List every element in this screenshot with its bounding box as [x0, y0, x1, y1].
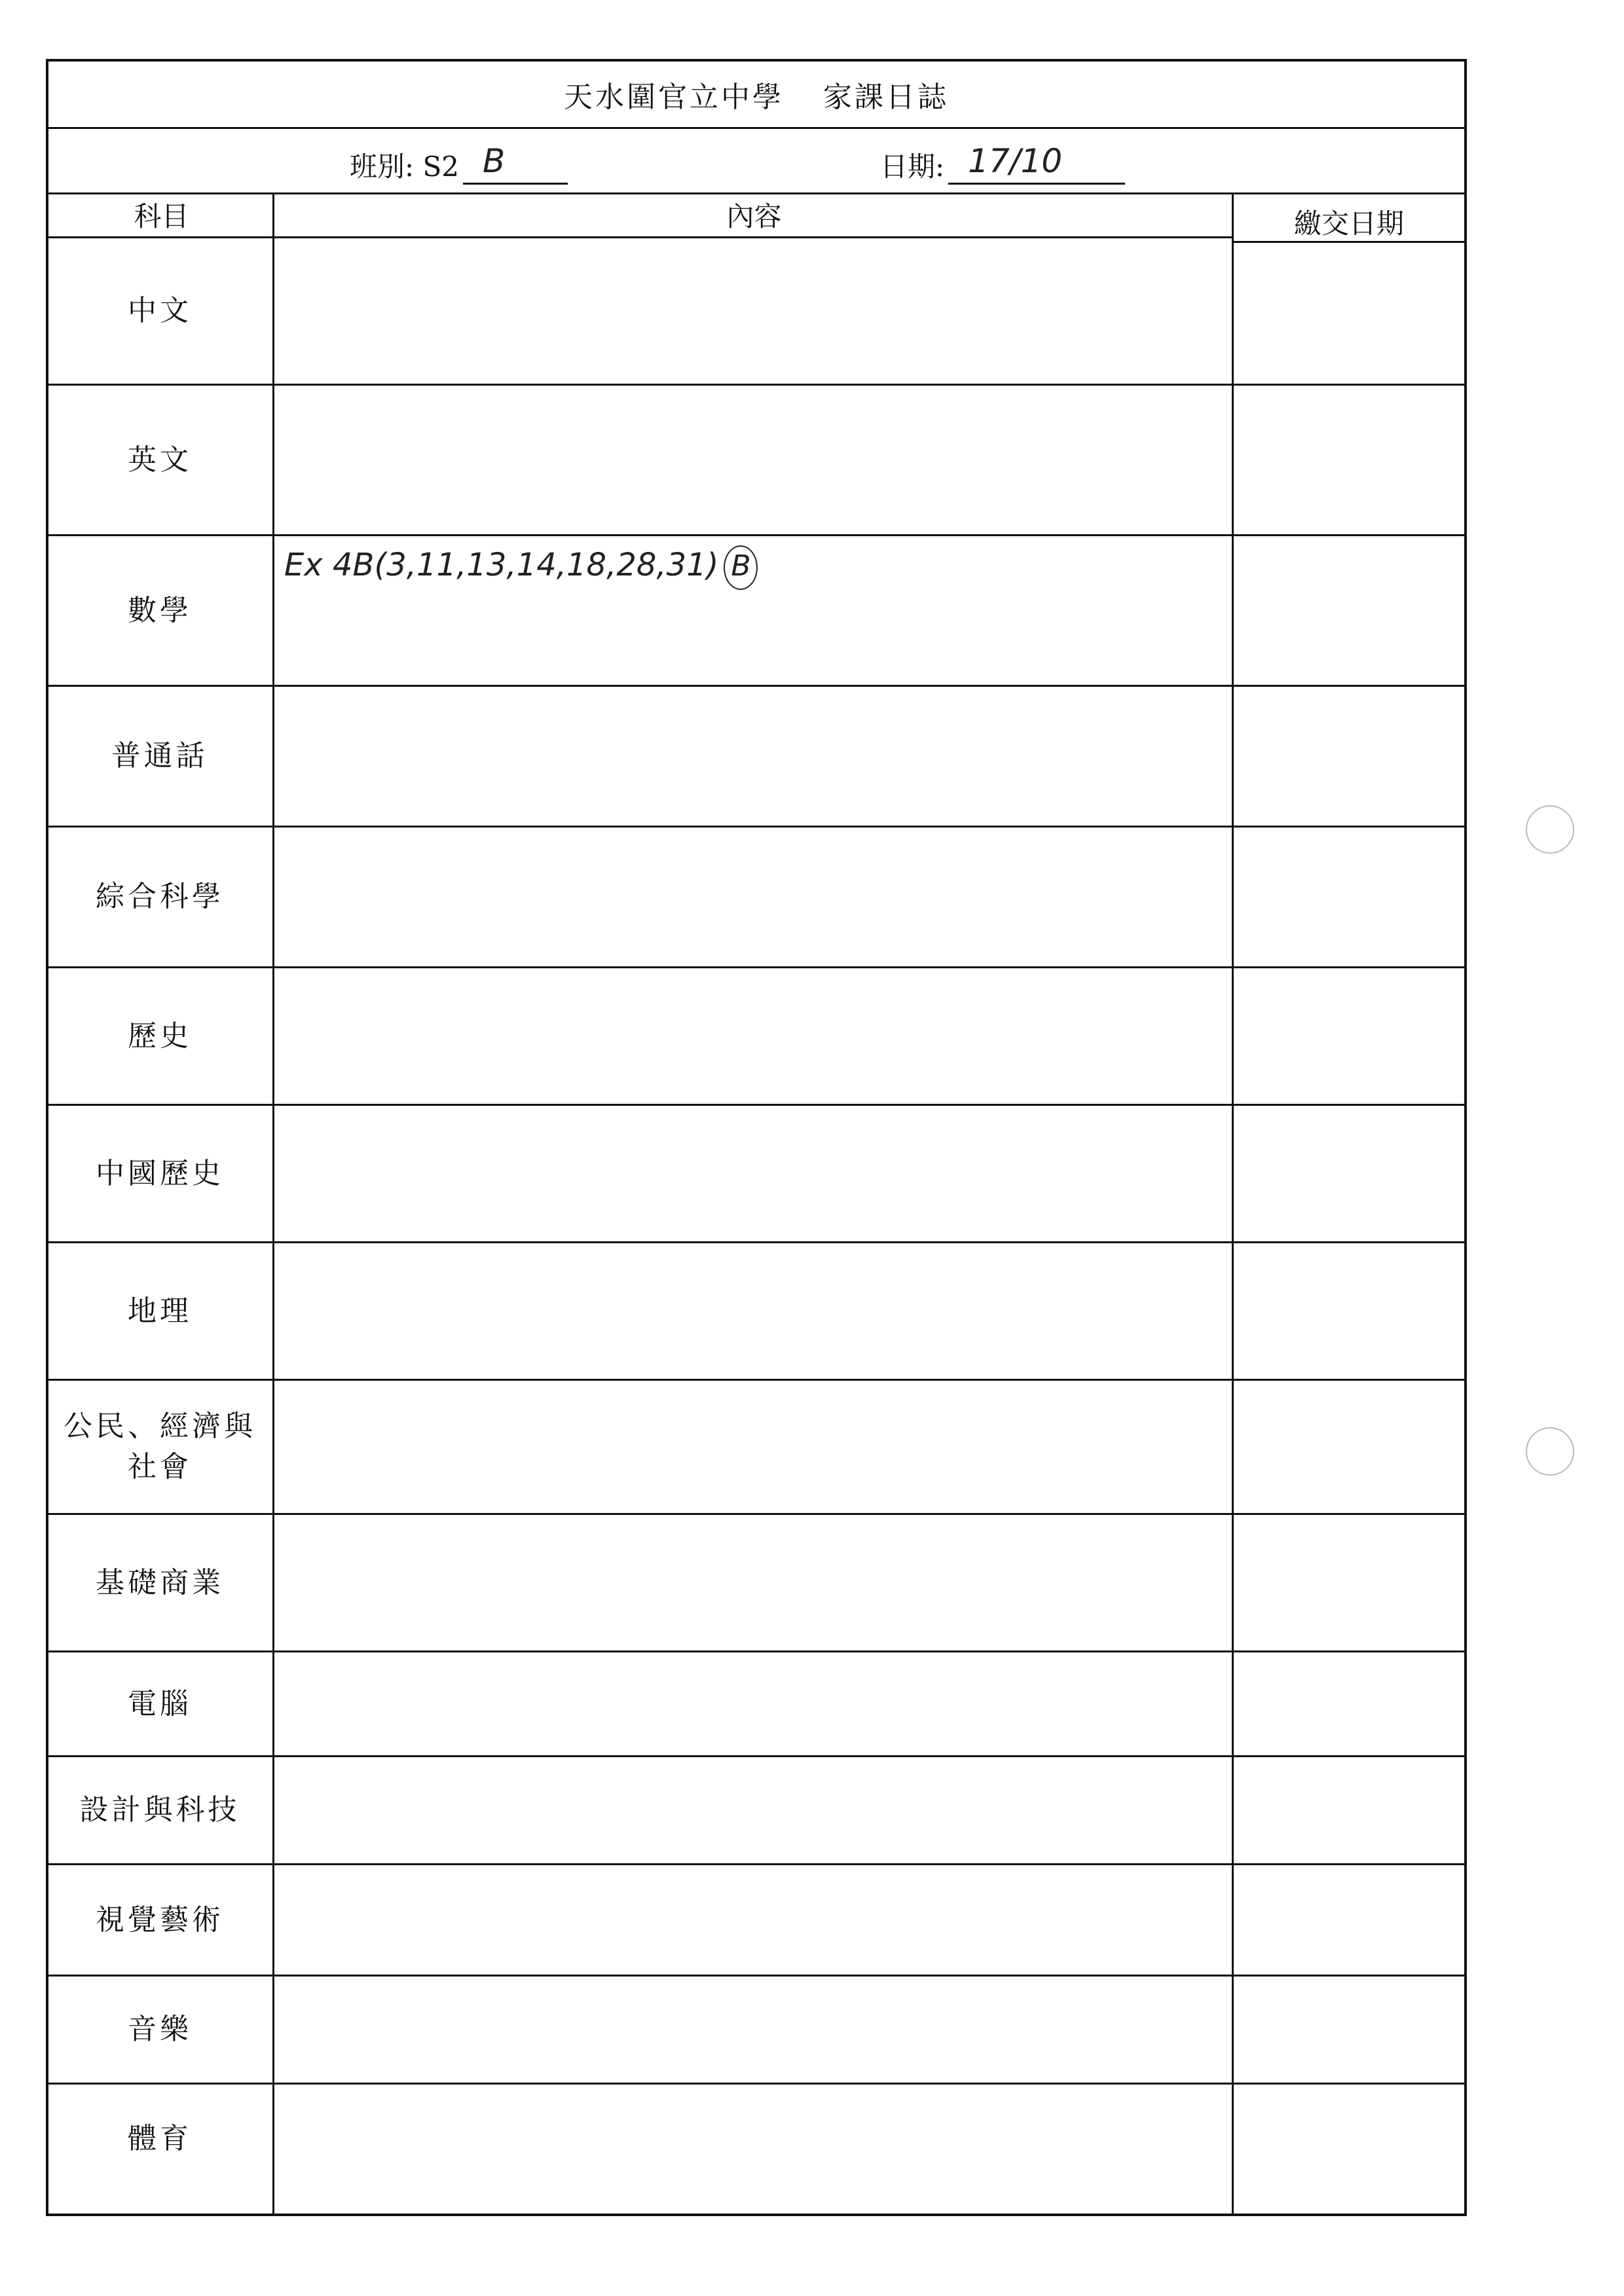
class-blank — [463, 142, 568, 185]
date-blank — [948, 142, 1125, 185]
table-row — [48, 1757, 1464, 1865]
column-header-content: 內容 — [274, 192, 1234, 238]
table-row — [48, 1106, 1464, 1243]
date-field — [880, 142, 1125, 185]
subject-label: 歷史 — [128, 1019, 192, 1053]
table-row — [48, 828, 1464, 968]
document-title: 家課日誌 — [823, 81, 949, 114]
punch-hole — [1526, 805, 1574, 854]
homework-diary-sheet — [46, 59, 1467, 2216]
homework-content — [284, 545, 758, 590]
subject-label: 體育 — [128, 2121, 192, 2155]
class-field — [350, 142, 568, 185]
subject-label: 基礎商業 — [96, 1565, 224, 1599]
subject-label: 公民、經濟與社會 — [64, 1410, 256, 1484]
date-label: 日期: — [880, 151, 945, 183]
subject-label: 中國歷史 — [96, 1156, 224, 1190]
table-row — [48, 1243, 1464, 1381]
table-row — [48, 386, 1464, 536]
date-value: 17/10 — [968, 142, 1063, 180]
class-value: B — [483, 142, 506, 180]
table-row — [48, 536, 1464, 687]
table-row — [48, 2085, 1464, 2193]
subject-label: 綜合科學 — [96, 880, 224, 914]
subject-label: 音樂 — [128, 2013, 192, 2047]
meta-row — [48, 127, 1464, 194]
subject-label: 視覺藝術 — [96, 1903, 224, 1937]
subject-label: 電腦 — [128, 1686, 192, 1721]
table-row — [48, 1865, 1464, 1977]
column-header-subject: 科目 — [48, 192, 274, 238]
table-row — [48, 1652, 1464, 1757]
subject-label: 數學 — [128, 593, 192, 627]
subject-label: 普通話 — [111, 739, 208, 773]
homework-text: Ex 4B(3,11,13,14,18,28,31) — [284, 547, 719, 583]
table-row — [48, 1977, 1464, 2085]
table-row — [48, 1515, 1464, 1652]
table-row — [48, 687, 1464, 828]
table-row — [48, 238, 1464, 386]
page-title — [48, 62, 1464, 129]
subject-label: 地理 — [128, 1294, 192, 1328]
subject-label: 英文 — [128, 443, 192, 477]
table-row — [48, 968, 1464, 1106]
table-row — [48, 1381, 1464, 1515]
subject-label: 設計與科技 — [79, 1793, 240, 1827]
school-name: 天水圍官立中學 — [564, 81, 784, 114]
class-label: 班別: S2 — [350, 151, 459, 183]
column-header-due: 繳交日期 — [1234, 202, 1464, 243]
punch-hole — [1526, 1427, 1574, 1476]
circled-note: B — [724, 545, 758, 590]
subject-label: 中文 — [128, 294, 192, 328]
